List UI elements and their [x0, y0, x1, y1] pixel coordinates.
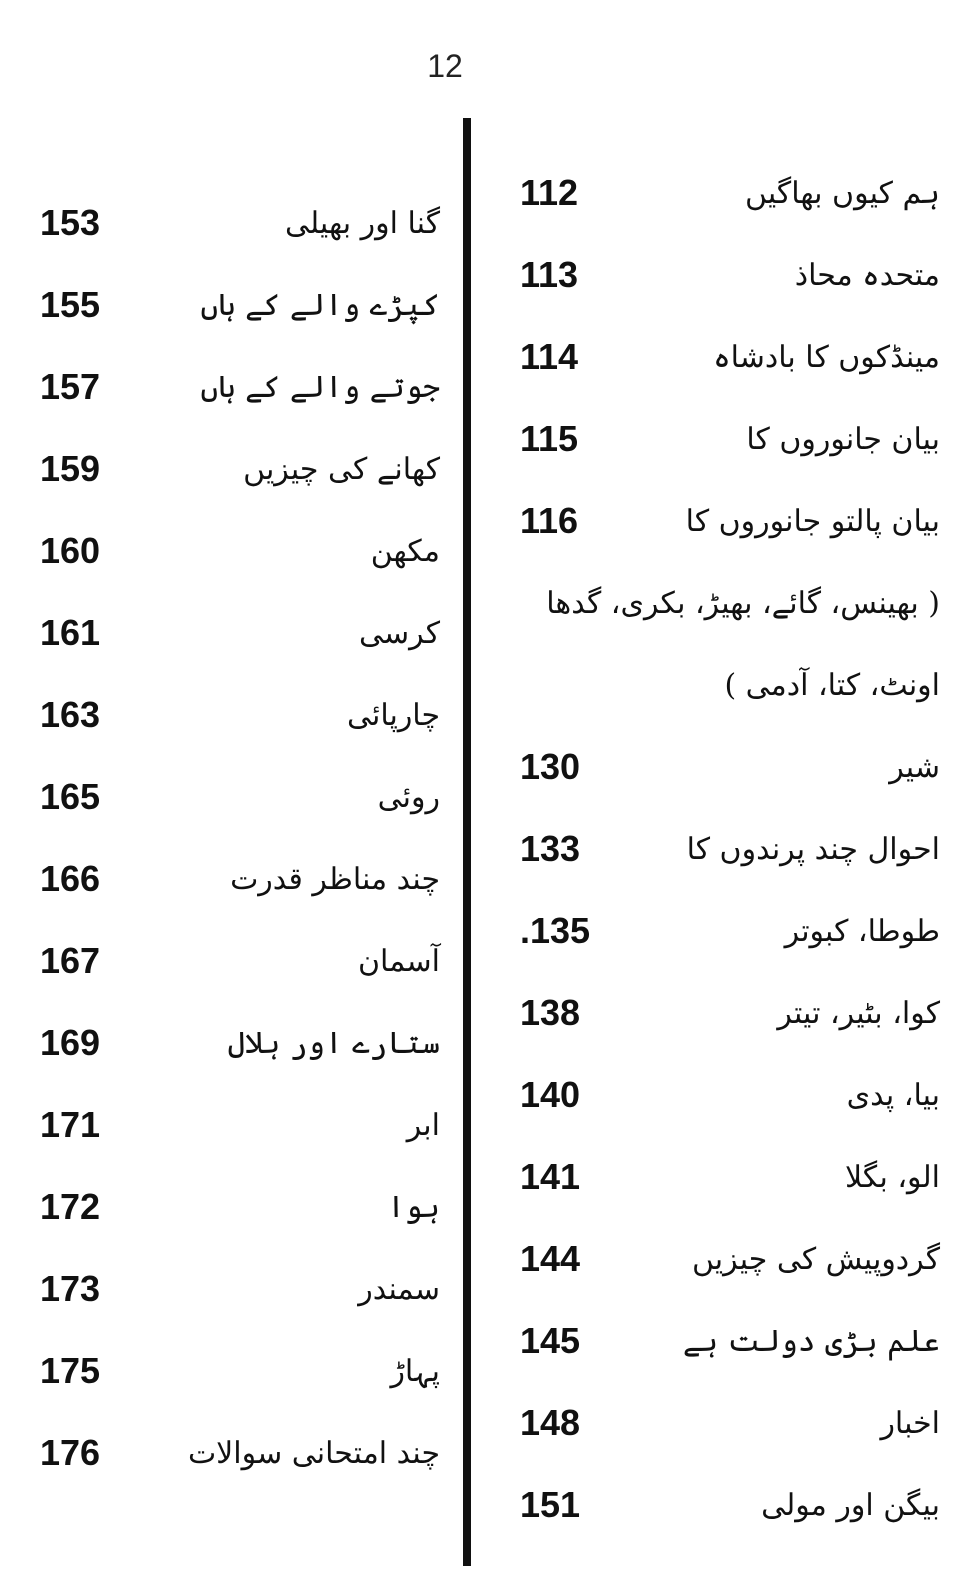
toc-title: چارپائی: [346, 697, 440, 733]
toc-page: 171: [40, 1104, 101, 1145]
toc-title: گنا اور بھیلی: [284, 205, 440, 241]
toc-entry: [40, 1341, 440, 1401]
toc-title: چند امتحانی سوالات: [187, 1435, 440, 1471]
toc-title: ہوا: [387, 1189, 440, 1225]
page-number: 12: [427, 48, 463, 84]
toc-title: گردوپیش کی چیزیں: [691, 1241, 940, 1277]
toc-title: جوتے والے کے ہاں: [200, 369, 440, 405]
toc-entry: [40, 849, 440, 909]
toc-entry: [520, 1065, 940, 1125]
toc-title: متحدہ محاذ: [794, 257, 940, 293]
toc-title: علم بڑی دولت ہے: [682, 1323, 940, 1359]
toc-page: 113: [520, 254, 579, 295]
toc-entry: [520, 737, 940, 797]
toc-page: 116: [520, 500, 579, 541]
toc-title: ہم کیوں بھاگیں: [745, 175, 940, 211]
toc-page: 130: [520, 746, 581, 787]
toc-entry: [520, 327, 940, 387]
toc-page: 140: [520, 1074, 581, 1115]
toc-entry: [40, 193, 440, 253]
toc-entry: [40, 521, 440, 581]
toc-entry: [520, 1147, 940, 1207]
toc-title: بیان جانوروں کا: [746, 421, 940, 457]
toc-title: آسمان: [358, 943, 440, 979]
toc-entry: [40, 1177, 440, 1237]
toc-entry: [520, 163, 940, 223]
toc-title: کھانے کی چیزیں: [243, 451, 440, 487]
toc-page: 172: [40, 1186, 101, 1227]
toc-page: 151: [520, 1484, 581, 1525]
toc-title: مکھن: [370, 533, 440, 569]
toc-entry: [40, 1423, 440, 1483]
toc-entry: [40, 275, 440, 335]
toc-page: 112: [520, 172, 579, 213]
toc-title: اخبار: [880, 1405, 940, 1441]
toc-title: شیر: [889, 749, 940, 785]
toc-page: 141: [520, 1156, 581, 1197]
toc-title: بیا، پدی: [846, 1077, 940, 1113]
toc-page: 160: [40, 530, 101, 571]
toc-entry: [520, 245, 940, 305]
toc-entry: [520, 1311, 940, 1371]
toc-page: 166: [40, 858, 101, 899]
toc-entry: [40, 767, 440, 827]
toc-page: 138: [520, 992, 581, 1033]
toc-title: طوطا، کبوتر: [784, 913, 940, 949]
toc-title: بیان پالتو جانوروں کا: [685, 503, 940, 539]
toc-entry: [40, 603, 440, 663]
toc-page: 165: [40, 776, 101, 817]
toc-entry: [40, 931, 440, 991]
toc-title: سمندر: [358, 1271, 440, 1307]
toc-page: 148: [520, 1402, 581, 1443]
toc-page: 159: [40, 448, 101, 489]
toc-continuation-line: اونٹ، کتا، آدمی ): [724, 667, 940, 703]
toc-title: احوال چند پرندوں کا: [686, 831, 940, 867]
toc-page: 175: [40, 1350, 101, 1391]
toc-entry: [520, 983, 940, 1043]
toc-page: 155: [40, 284, 101, 325]
toc-title: بیگن اور مولی: [761, 1487, 940, 1523]
toc-title: کرسی: [359, 615, 440, 651]
toc-entry: [520, 901, 940, 961]
toc-continuation-line: ( بھینس، گائے، بھیڑ، بکری، گدھا: [546, 585, 940, 621]
toc-title: کوا، بٹیر، تیتر: [777, 995, 940, 1031]
toc-entry: [40, 685, 440, 745]
toc-title: کپڑے والے کے ہاں: [200, 287, 440, 323]
toc-page: 167: [40, 940, 101, 981]
toc-entry: [40, 1259, 440, 1319]
toc-title: چند مناظر قدرت: [230, 861, 440, 897]
toc-title: روئی: [377, 779, 440, 815]
toc-title: مینڈکوں کا بادشاہ: [713, 339, 940, 375]
toc-page: 173: [40, 1268, 101, 1309]
toc-page: 145: [520, 1320, 581, 1361]
toc-entry: [40, 439, 440, 499]
toc-entry: [520, 1475, 940, 1535]
toc-entry: [40, 357, 440, 417]
toc-page: 157: [40, 366, 101, 407]
toc-page: 144: [520, 1238, 581, 1279]
toc-page: 114: [520, 336, 579, 377]
toc-page: 169: [40, 1022, 101, 1063]
toc-page: .135: [520, 910, 591, 951]
toc-entry: [520, 491, 940, 551]
column-divider: [463, 118, 471, 1566]
toc-title: الو، بگلا: [844, 1159, 940, 1195]
toc-entry: [40, 1095, 440, 1155]
toc-entry: [520, 1229, 940, 1289]
toc-title: پہاڑ: [390, 1353, 440, 1389]
toc-entry: [520, 1393, 940, 1453]
toc-entry: [40, 1013, 440, 1073]
toc-page: 115: [520, 418, 579, 459]
toc-entry: [520, 819, 940, 879]
toc-page: 163: [40, 694, 101, 735]
toc-title: ابر: [406, 1107, 440, 1143]
toc-page: 153: [40, 202, 101, 243]
toc-entry: [520, 409, 940, 469]
toc-page: 133: [520, 828, 581, 869]
toc-page: 161: [40, 612, 101, 653]
toc-page: 176: [40, 1432, 101, 1473]
toc-title: ستارے اور ہلال: [227, 1025, 440, 1061]
